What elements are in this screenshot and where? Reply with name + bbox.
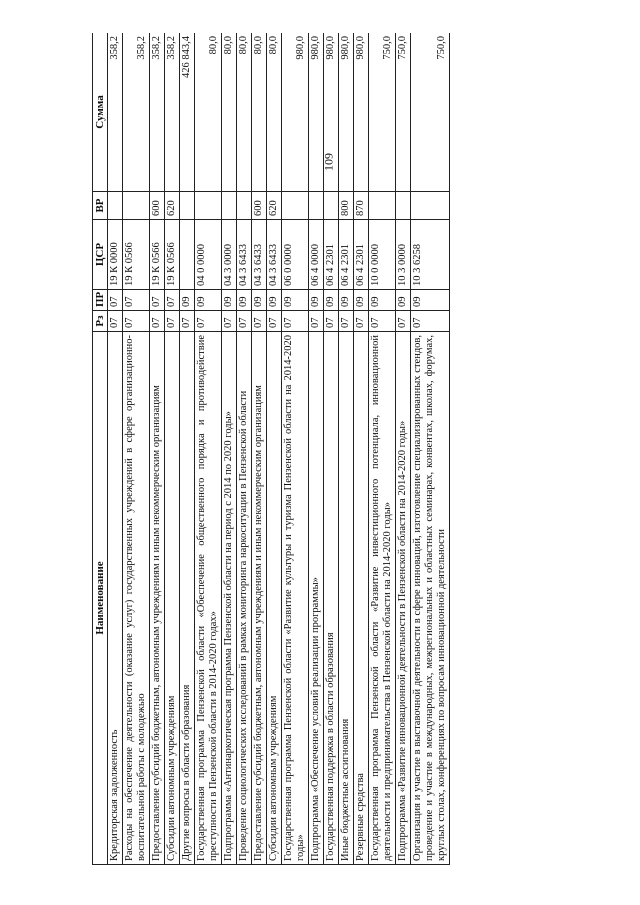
table-row	[309, 33, 324, 865]
cell-vr	[309, 192, 324, 220]
cell-vr: 600	[252, 192, 267, 220]
cell-pr: 09	[252, 290, 267, 311]
cell-sum: 80,0	[237, 33, 252, 192]
cell-name: Проведение социологических исследований в рамках мониторинга наркоситуации в Пензенской области	[237, 332, 252, 865]
header-pr: ПР	[93, 290, 108, 311]
cell-pr: 07	[108, 290, 123, 311]
table-row	[411, 33, 450, 865]
cell-tsr: 04 3 0000	[222, 220, 237, 290]
cell-name: Резервные средства	[354, 332, 369, 865]
cell-sum: 358,2	[123, 33, 150, 192]
cell-tsr: 10 0 0000	[369, 220, 396, 290]
cell-tsr: 06 4 2301	[339, 220, 354, 290]
cell-name: Кредиторская задолженность	[108, 332, 123, 865]
table-row	[108, 33, 123, 865]
cell-sum: 358,2	[165, 33, 180, 192]
cell-pr: 09	[369, 290, 396, 311]
cell-tsr: 19 К 0566	[150, 220, 165, 290]
cell-pr: 09	[309, 290, 324, 311]
cell-sum: 980,0	[309, 33, 324, 192]
cell-tsr: 06 4 2301	[324, 220, 339, 290]
header-rz: Рз	[93, 311, 108, 332]
cell-vr	[108, 192, 123, 220]
cell-tsr: 10 3 0000	[396, 220, 411, 290]
cell-tsr: 19 К 0000	[108, 220, 123, 290]
cell-sum: 980,0	[339, 33, 354, 192]
cell-sum: 80,0	[267, 33, 282, 192]
cell-rz: 07	[324, 311, 339, 332]
cell-name: Государственная программа Пензенской области «Развитие инвестиционного потенциала, инновационной деятельности и предпринимательства в Пензенской области на 2014-2020 годы»	[369, 332, 396, 865]
table-row	[267, 33, 282, 865]
cell-pr: 07	[165, 290, 180, 311]
cell-name: Государственная программа Пензенской области «Обеспечение общественного порядка и противодействие преступности в Пензенской области в 2014-2020 годах»	[195, 332, 222, 865]
cell-pr: 09	[195, 290, 222, 311]
cell-pr: 09	[354, 290, 369, 311]
cell-sum: 750,0	[396, 33, 411, 192]
table-row	[324, 33, 339, 865]
table-rotator	[92, 33, 547, 865]
table-row	[252, 33, 267, 865]
rotated-table-frame	[92, 33, 547, 865]
cell-rz: 07	[195, 311, 222, 332]
cell-name: Субсидии автономным учреждениям	[267, 332, 282, 865]
cell-name: Государственная поддержка в области образования	[324, 332, 339, 865]
cell-pr: 09	[267, 290, 282, 311]
cell-vr	[411, 192, 450, 220]
cell-vr: 620	[267, 192, 282, 220]
cell-name: Расходы на обеспечение деятельности (оказание услуг) государственных учреждений в сфере организационно-воспитательной работы с молодежью	[123, 332, 150, 865]
table-row	[282, 33, 309, 865]
table-row	[150, 33, 165, 865]
cell-vr	[123, 192, 150, 220]
cell-tsr: 04 3 6433	[252, 220, 267, 290]
cell-tsr: 06 4 2301	[354, 220, 369, 290]
cell-pr: 09	[411, 290, 450, 311]
cell-tsr: 19 К 0566	[165, 220, 180, 290]
cell-rz: 07	[108, 311, 123, 332]
cell-vr	[180, 192, 195, 220]
cell-rz: 07	[252, 311, 267, 332]
table-row	[396, 33, 411, 865]
cell-rz: 07	[309, 311, 324, 332]
cell-rz: 07	[123, 311, 150, 332]
cell-tsr: 10 3 6258	[411, 220, 450, 290]
cell-pr: 09	[324, 290, 339, 311]
table-row	[222, 33, 237, 865]
cell-vr	[195, 192, 222, 220]
cell-tsr: 04 0 0000	[195, 220, 222, 290]
cell-rz: 07	[396, 311, 411, 332]
cell-rz: 07	[339, 311, 354, 332]
header-name: Наименование	[93, 332, 108, 865]
budget-table	[92, 33, 450, 865]
cell-pr: 09	[339, 290, 354, 311]
cell-rz: 07	[237, 311, 252, 332]
cell-sum: 80,0	[252, 33, 267, 192]
cell-tsr: 04 3 6433	[237, 220, 252, 290]
cell-sum: 750,0	[369, 33, 396, 192]
cell-name: Иные бюджетные ассигнования	[339, 332, 354, 865]
cell-vr: 620	[165, 192, 180, 220]
cell-tsr: 06 4 0000	[309, 220, 324, 290]
cell-name: Подпрограмма «Развитие инновационной деятельности в Пензенской области на 2014-2020 годы»	[396, 332, 411, 865]
cell-rz: 07	[369, 311, 396, 332]
cell-tsr: 19 К 0566	[123, 220, 150, 290]
table-row	[195, 33, 222, 865]
cell-sum: 750,0	[411, 33, 450, 192]
cell-rz: 07	[267, 311, 282, 332]
cell-vr: 800	[339, 192, 354, 220]
table-row	[123, 33, 150, 865]
cell-pr: 07	[150, 290, 165, 311]
table-header-row	[93, 33, 108, 865]
cell-rz: 07	[180, 311, 195, 332]
table-row	[237, 33, 252, 865]
cell-vr: 600	[150, 192, 165, 220]
cell-vr	[282, 192, 309, 220]
table-row	[165, 33, 180, 865]
cell-rz: 07	[282, 311, 309, 332]
cell-name: Предоставление субсидий бюджетным, автономным учреждениям и иным некоммерческим организациям	[150, 332, 165, 865]
cell-vr	[324, 192, 339, 220]
header-sum: Сумма	[93, 33, 108, 192]
cell-rz: 07	[411, 311, 450, 332]
cell-name: Другие вопросы в области образования	[180, 332, 195, 865]
cell-sum: 358,2	[150, 33, 165, 192]
cell-vr: 870	[354, 192, 369, 220]
cell-sum: 980,0	[324, 33, 339, 192]
table-row	[354, 33, 369, 865]
cell-rz: 07	[222, 311, 237, 332]
header-vr: ВР	[93, 192, 108, 220]
cell-vr	[222, 192, 237, 220]
cell-pr: 09	[396, 290, 411, 311]
cell-pr: 07	[123, 290, 150, 311]
cell-name: Организация и участие в выставочной деятельности в сфере инноваций, изготовление специализированных стендов, проведение и участие в международных, межрегиональных и областных семинарах, конвентах, школах, форумах, круглых столах, конференциях по вопросам инновационной деятельности	[411, 332, 450, 865]
cell-sum: 980,0	[354, 33, 369, 192]
cell-sum: 426 843,4	[180, 33, 195, 192]
cell-vr	[396, 192, 411, 220]
cell-sum: 80,0	[222, 33, 237, 192]
cell-pr: 09	[222, 290, 237, 311]
cell-rz: 07	[165, 311, 180, 332]
cell-tsr	[180, 220, 195, 290]
table-row	[339, 33, 354, 865]
cell-name: Подпрограмма «Обеспечение условий реализации программы»	[309, 332, 324, 865]
page-number: 109	[321, 153, 336, 171]
cell-name: Предоставление субсидий бюджетным, автономным учреждениям и иным некоммерческим организациям	[252, 332, 267, 865]
cell-rz: 07	[150, 311, 165, 332]
table-row	[180, 33, 195, 865]
header-tsr: ЦСР	[93, 220, 108, 290]
cell-sum: 358,2	[108, 33, 123, 192]
cell-name: Субсидии автономным учреждениям	[165, 332, 180, 865]
cell-tsr: 06 0 0000	[282, 220, 309, 290]
cell-name: Государственная программа Пензенской области «Развитие культуры и туризма Пензенской области на 2014-2020 годы»	[282, 332, 309, 865]
cell-sum: 980,0	[282, 33, 309, 192]
cell-sum: 80,0	[195, 33, 222, 192]
cell-tsr: 04 3 6433	[267, 220, 282, 290]
cell-pr: 09	[237, 290, 252, 311]
cell-vr	[369, 192, 396, 220]
cell-pr: 09	[282, 290, 309, 311]
cell-vr	[237, 192, 252, 220]
table-row	[369, 33, 396, 865]
cell-pr: 09	[180, 290, 195, 311]
cell-name: Подпрограмма «Антинаркотическая программа Пензенской области на период с 2014 по 2020 годы»	[222, 332, 237, 865]
cell-rz: 07	[354, 311, 369, 332]
